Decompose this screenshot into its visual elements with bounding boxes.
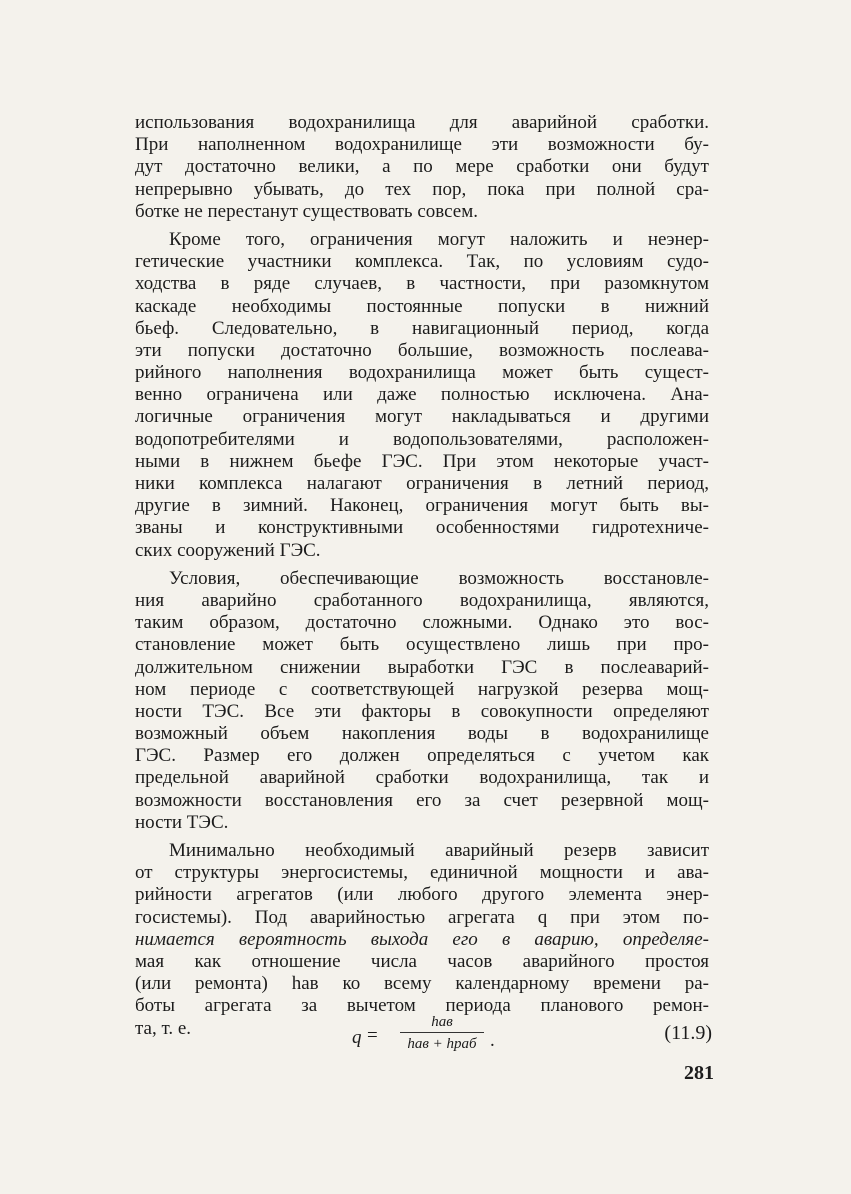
text-line: должительном снижении выработки ГЭС в послеаварий- [135, 656, 709, 678]
text-line: мая как отношение числа часов аварийного простоя [135, 950, 709, 972]
text-line: ских сооружений ГЭС. [135, 539, 321, 561]
text-line: непрерывно убывать, до тех пор, пока при полной сра- [135, 178, 709, 200]
text-line: предельной аварийной сработки водохранилища, так и [135, 767, 709, 789]
text-line: бьеф. Следовательно, в навигационный период, когда [135, 317, 709, 339]
text-line: таким образом, достаточно сложными. Однако это вос- [135, 612, 709, 634]
text-line: становление может быть осуществлено лишь при про- [135, 634, 709, 656]
text-line: логичные ограничения могут накладываться и другими [135, 406, 709, 428]
formula-equals: = [367, 1025, 378, 1046]
text-line: Минимально необходимый аварийный резерв зависит [169, 840, 709, 861]
text-line: возможности восстановления его за счет резервной мощ- [135, 789, 709, 811]
text-line: (или ремонта) hав ко всему календарному времени ра- [135, 973, 709, 995]
formula-period: . [490, 1030, 495, 1051]
text-line: рийности агрегатов (или любого другого элемента энер- [135, 884, 709, 906]
paragraph-1 [135, 112, 709, 223]
text-line: возможный объем накопления воды в водохранилище [135, 723, 709, 745]
page-number: 281 [684, 1062, 714, 1084]
text-line: ности ТЭС. Все эти факторы в совокупности определяют [135, 700, 709, 722]
text-line: ходства в ряде случаев, в частности, при разомкнутом [135, 273, 709, 295]
paragraph-3 [135, 568, 709, 834]
formula-numerator: hав [431, 1014, 453, 1030]
text-line: ния аварийно сработанного водохранилища, являются, [135, 589, 709, 611]
text-line: Кроме того, ограничения могут наложить и неэнер- [169, 228, 709, 250]
text-line: боты агрегата за вычетом периода планового ремон- [135, 995, 709, 1017]
text-line: нимается вероятность выхода его в аварию, определяе- [135, 928, 709, 950]
text-line: каскаде необходимы постоянные попуски в нижний [135, 295, 709, 317]
paragraph-4 [135, 840, 709, 1040]
text-line: ники комплекса налагают ограничения в летний период, [135, 473, 709, 494]
text-line: другие в зимний. Наконец, ограничения могут быть вы- [135, 495, 709, 517]
text-line: та, т. е. [135, 1017, 192, 1039]
formula-lhs: q [352, 1027, 362, 1048]
text-line: водопотребителями и водопользователями, расположен- [135, 428, 709, 450]
text-line: венно ограничена или даже полностью исключена. Ана- [135, 384, 709, 406]
text-line: ГЭС. Размер его должен определяться с учетом как [135, 745, 709, 767]
formula-denominator: hав + hраб [407, 1036, 477, 1052]
equation-number: (11.9) [664, 1022, 712, 1044]
text-line: гетические участники комплекса. Так, по условиям судо- [135, 251, 709, 273]
text-line: эти попуски достаточно большие, возможность послеава- [135, 339, 709, 361]
text-line: званы и конструктивными особенностями гидротехниче- [135, 517, 709, 539]
text-line: Условия, обеспечивающие возможность восстановле- [169, 567, 709, 589]
text-line: ном периоде с соответствующей нагрузкой резерва мощ- [135, 678, 709, 700]
text-line: рийного наполнения водохранилища может быть сущест- [135, 362, 709, 384]
body-text [135, 112, 709, 1046]
text-line: При наполненном водохранилище эти возможности бу- [135, 134, 709, 156]
text-line: ботке не перестанут существовать совсем. [135, 200, 478, 222]
text-line: от структуры энергосистемы, единичной мощности и ава- [135, 862, 709, 884]
text-line: госистемы). Под аварийностью агрегата q при этом по- [135, 906, 709, 928]
formula-fraction [396, 1012, 488, 1053]
text-line: ными в нижнем бьефе ГЭС. При этом некоторые участ- [135, 450, 709, 472]
text-line: использования водохранилища для аварийной сработки. [135, 112, 709, 133]
paragraph-2 [135, 229, 709, 562]
text-line: ности ТЭС. [135, 811, 229, 833]
equation-11-9 [352, 1012, 712, 1062]
text-line: дут достаточно велики, а по мере сработки они будут [135, 156, 709, 178]
